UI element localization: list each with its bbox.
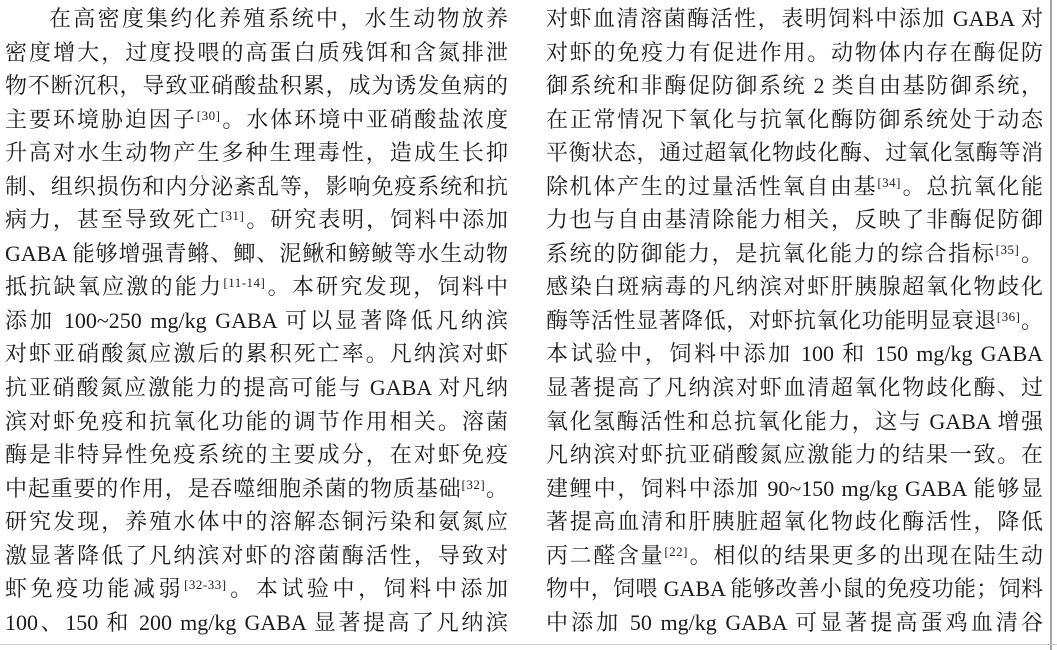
text-line: [5, 136, 508, 170]
text-run: 除机体产生的过量活性氧自由基: [546, 173, 878, 199]
citation-ref: [35]: [995, 241, 1020, 257]
text-run: 病力，甚至导致死亡: [5, 207, 221, 233]
text-run: 虾免疫功能减弱: [5, 576, 185, 602]
text-line: [5, 337, 508, 371]
text-run: 中添加 50 mg/kg GABA 可显著提高蛋鸡血清谷: [546, 609, 1043, 635]
text-run: 御系统和非酶促防御系统 2 类自由基防御系统，: [546, 73, 1043, 99]
text-line: [5, 539, 508, 573]
text-run: 酶等活性显著降低，对虾抗氧化功能明显衰退: [546, 307, 997, 333]
text-run: 密度增大，过度投喂的高蛋白质残饵和含氮排泄: [5, 39, 508, 65]
text-run: 丙二醛含量: [546, 542, 665, 568]
text-run: 在高密度集约化养殖系统中，水生动物放养: [49, 6, 508, 31]
text-line: [5, 371, 508, 405]
text-run: 物中，饲喂 GABA 能够改善小鼠的免疫功能；饲料: [546, 576, 1043, 602]
text-line: [546, 371, 1043, 405]
text-line: [546, 170, 1043, 204]
citation-ref: [30]: [196, 107, 221, 123]
citation-ref: [11-14]: [223, 275, 266, 291]
text-run: 升高对水生动物产生多种生理毒性，造成生长抑: [5, 140, 508, 166]
text-line: [5, 270, 508, 304]
text-run: 建鲤中，饲料中添加 90~150 mg/kg GABA 能够显: [546, 475, 1043, 501]
text-run: 添加 100~250 mg/kg GABA 可以显著降低凡纳滨: [5, 307, 508, 333]
text-line: [5, 572, 508, 606]
text-run: 激显著降低了凡纳滨对虾的溶菌酶活性，导致对: [5, 542, 508, 568]
citation-ref: [32-33]: [184, 577, 227, 593]
text-column-right: [546, 2, 1043, 639]
text-line: [546, 438, 1043, 472]
text-run: 。: [1020, 307, 1043, 333]
text-run: 研究发现，养殖水体中的溶解态铜污染和氨氮应: [5, 509, 508, 535]
text-line: [546, 405, 1043, 439]
text-line: [546, 572, 1043, 606]
text-run: 显著提高了凡纳滨对虾血清超氧化物歧化酶、过: [546, 375, 1043, 401]
text-line: [546, 136, 1043, 170]
text-run: GABA 能够增强青鳉、鲫、泥鳅和鳑鲏等水生动物: [5, 240, 508, 266]
text-run: 系统的防御能力，是抗氧化能力的综合指标: [546, 240, 996, 266]
text-run: 。本试验中，饲料中添加: [226, 576, 508, 602]
text-line: [546, 606, 1043, 640]
text-run: 氧化氢酶活性和总抗氧化能力，这与 GABA 增强: [546, 408, 1043, 434]
text-run: 对虾的免疫力有促进作用。动物体内存在酶促防: [546, 39, 1043, 65]
text-line: [546, 337, 1043, 371]
text-run: 力也与自由基清除能力相关，反映了非酶促防御: [546, 207, 1043, 233]
text-line: [5, 237, 508, 271]
text-run: 抵抗缺氧应激的能力: [5, 274, 224, 300]
text-run: 平衡状态，通过超氧化物歧化酶、过氧化氢酶等消: [546, 140, 1043, 166]
text-line: [5, 69, 508, 103]
citation-ref: [34]: [877, 174, 901, 190]
text-line: [5, 2, 508, 36]
text-line: [5, 203, 508, 237]
text-run: 。本研究发现，饲料中: [265, 274, 508, 300]
text-run: 酶是非特异性免疫系统的主要成分，在对虾免疫: [5, 442, 508, 468]
text-run: 著提高血清和肝胰脏超氧化物歧化酶活性，降低: [546, 509, 1043, 535]
text-run: 。水体环境中亚硝酸盐浓度: [220, 106, 508, 132]
text-line: [546, 103, 1043, 137]
text-line: [546, 270, 1043, 304]
text-line: [5, 606, 508, 640]
text-line: [546, 304, 1043, 338]
text-line: [5, 405, 508, 439]
text-run: 。研究表明，饲料中添加: [244, 207, 508, 233]
text-run: 本试验中，饲料中添加 100 和 150 mg/kg GABA: [546, 341, 1043, 367]
text-run: 滨对虾免疫和抗氧化功能的调节作用相关。溶菌: [5, 408, 508, 434]
text-run: 对虾血清溶菌酶活性，表明饲料中添加 GABA 对: [546, 6, 1043, 31]
citation-ref: [32]: [461, 476, 486, 492]
text-line: [546, 36, 1043, 70]
text-run: 物不断沉积，导致亚硝酸盐积累，成为诱发鱼病的: [5, 73, 508, 99]
text-line: [546, 2, 1043, 36]
text-run: 。: [1019, 240, 1043, 266]
scan-page-edge-vertical-line: [1050, 0, 1052, 650]
text-run: 主要环境胁迫因子: [5, 106, 197, 132]
citation-ref: [22]: [664, 543, 688, 559]
text-run: 制、组织损伤和内分泌紊乱等，影响免疫系统和抗: [5, 173, 508, 199]
text-column-left: [5, 2, 508, 639]
text-line: [5, 36, 508, 70]
text-line: [546, 69, 1043, 103]
text-run: 凡纳滨对虾抗亚硝酸氮应激能力的结果一致。在: [546, 442, 1043, 468]
text-line: [5, 170, 508, 204]
text-run: 抗亚硝酸氮应激能力的提高可能与 GABA 对凡纳: [5, 375, 508, 401]
scan-page-edge-horizontal-line: [0, 644, 1057, 645]
text-line: [546, 203, 1043, 237]
text-line: [5, 103, 508, 137]
text-line: [546, 237, 1043, 271]
text-run: 。: [485, 475, 508, 501]
text-line: [5, 304, 508, 338]
text-line: [546, 472, 1043, 506]
text-line: [5, 472, 508, 506]
text-run: 。总抗氧化能: [900, 173, 1043, 199]
text-line: [546, 539, 1043, 573]
text-run: 。相似的结果更多的出现在陆生动: [688, 542, 1043, 568]
text-run: 在正常情况下氧化与抗氧化酶防御系统处于动态: [546, 106, 1043, 132]
text-run: 感染白斑病毒的凡纳滨对虾肝胰腺超氧化物歧化: [546, 274, 1043, 300]
text-run: 100、150 和 200 mg/kg GABA 显著提高了凡纳滨: [5, 609, 508, 635]
text-run: 对虾亚硝酸氮应激后的累积死亡率。凡纳滨对虾: [5, 341, 508, 367]
text-line: [5, 505, 508, 539]
citation-ref: [31]: [220, 208, 245, 224]
text-line: [546, 505, 1043, 539]
citation-ref: [36]: [996, 308, 1021, 324]
text-run: 中起重要的作用，是吞噬细胞杀菌的物质基础: [5, 475, 462, 501]
text-line: [5, 438, 508, 472]
